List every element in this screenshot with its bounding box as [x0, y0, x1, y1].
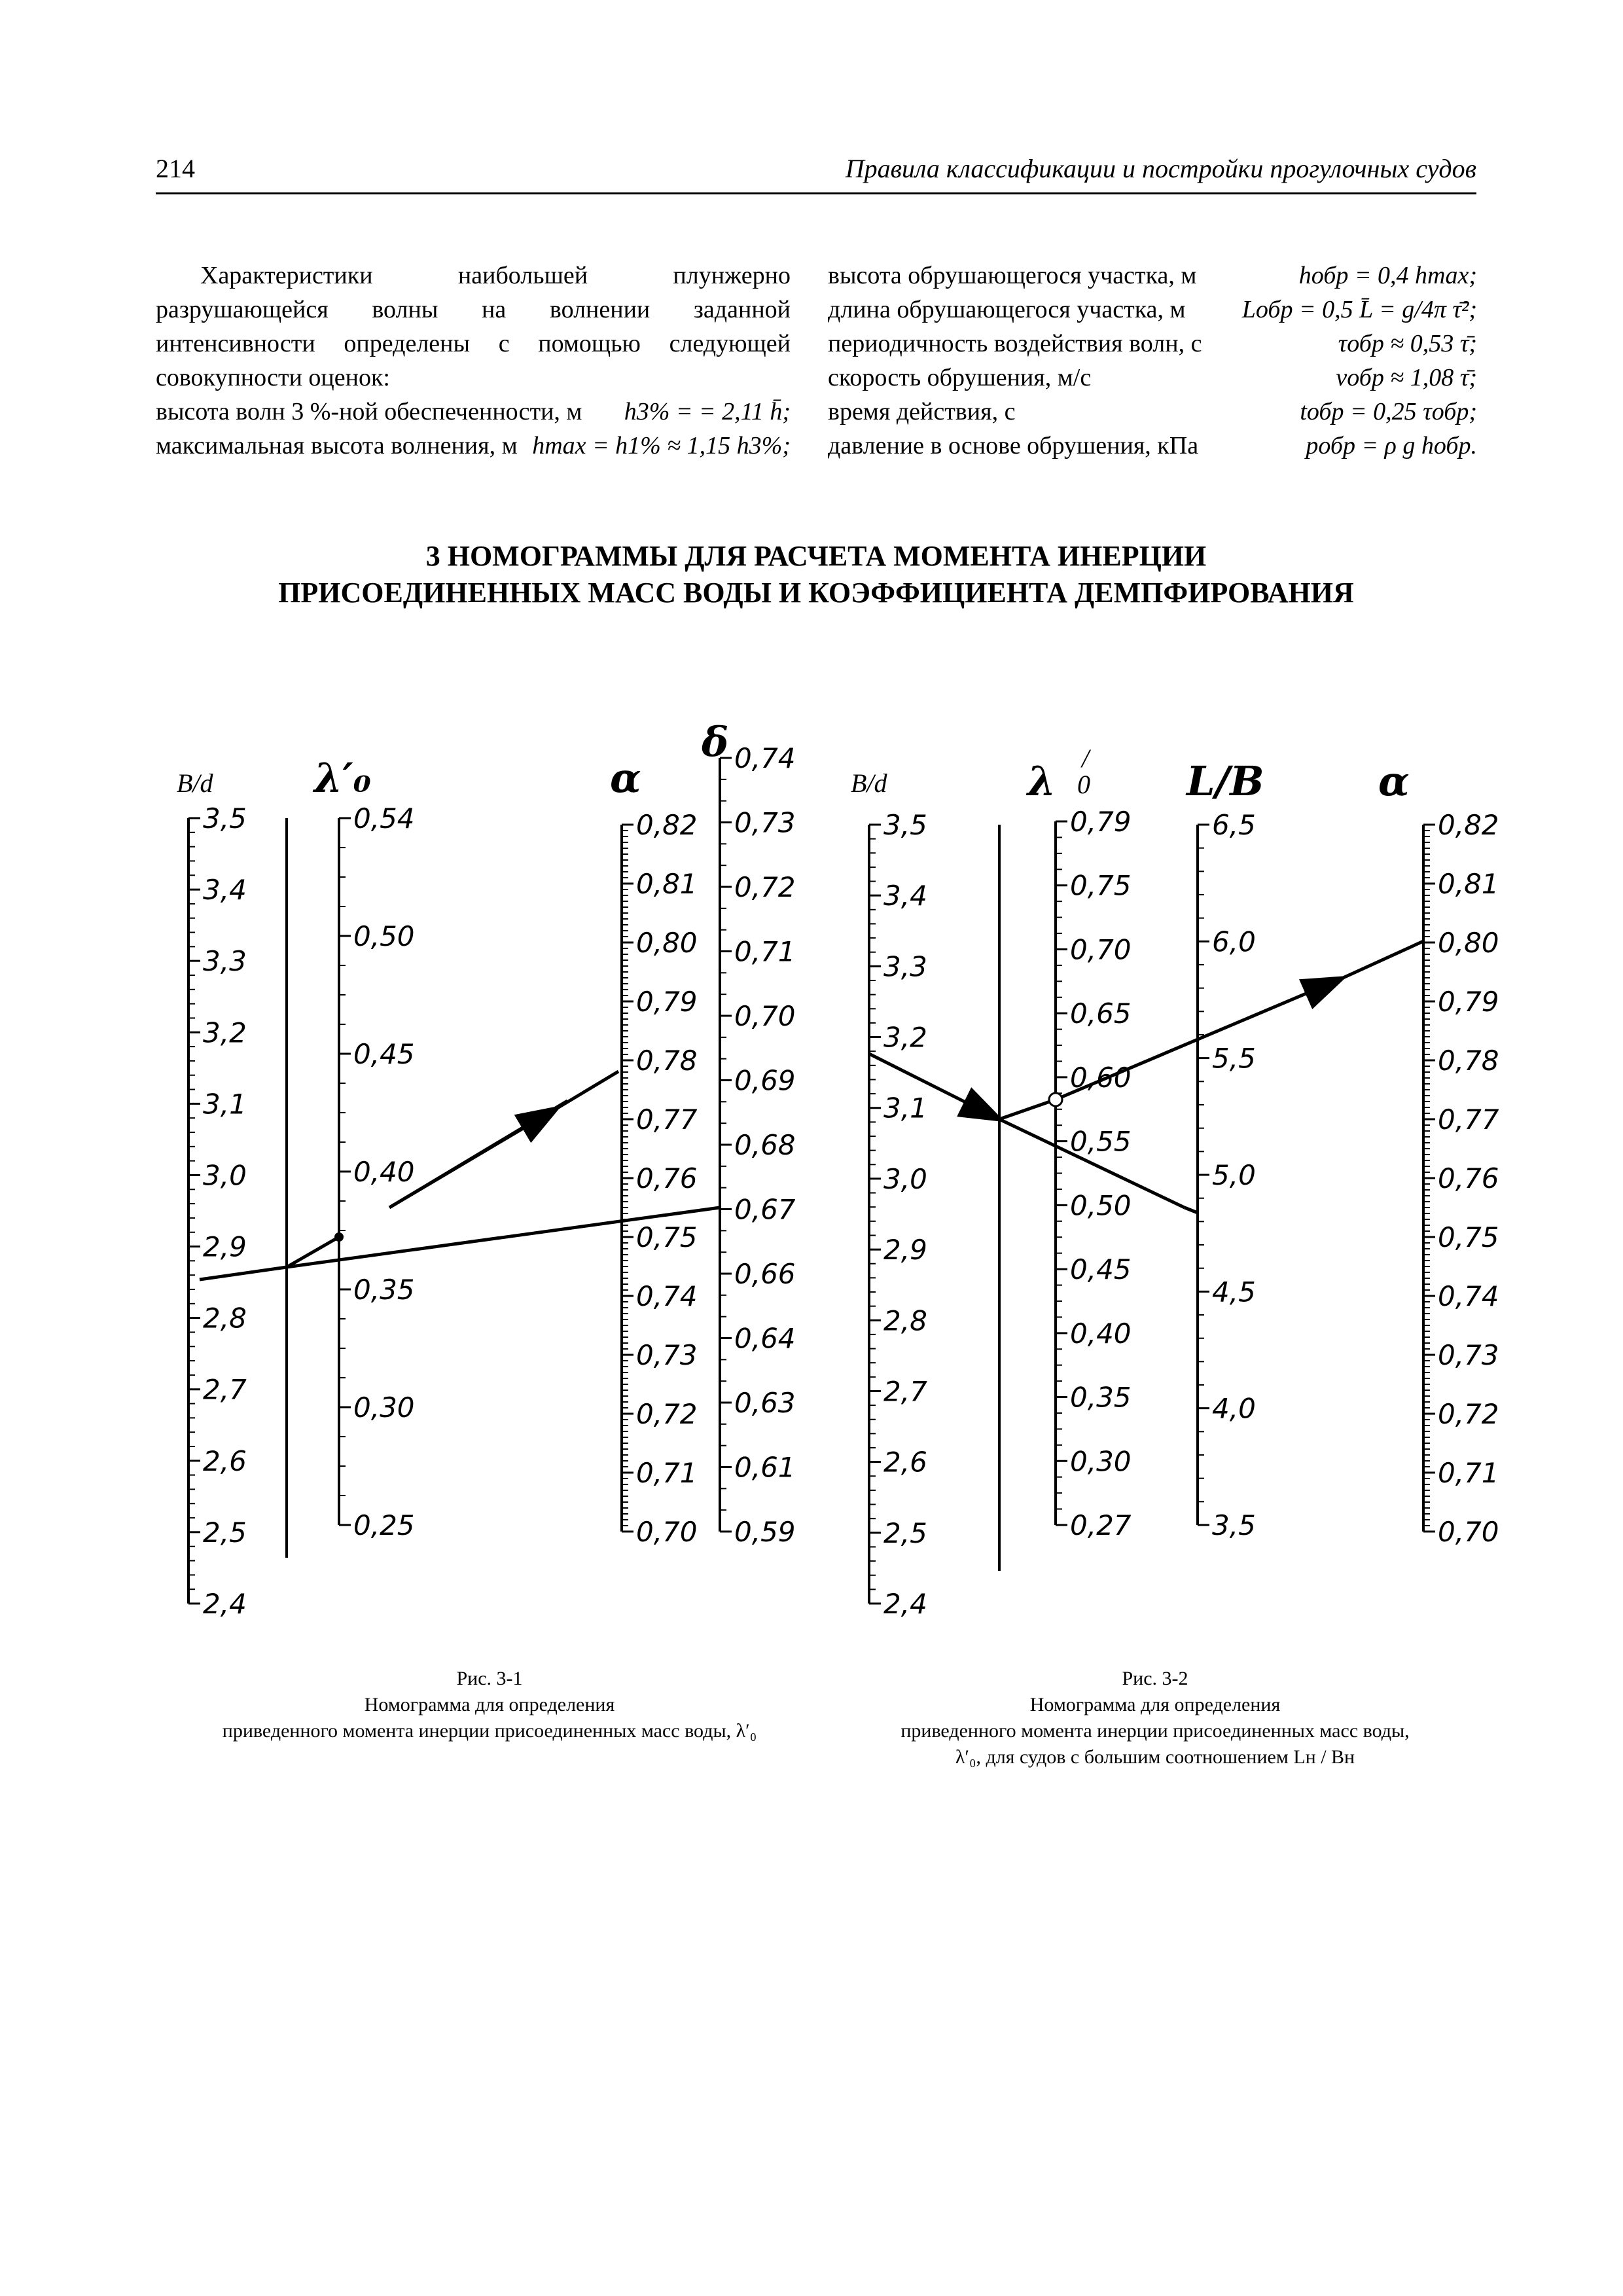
bd-scale-tick-label: 2,6	[203, 1444, 247, 1477]
line-formula: vобр ≈ 1,08 τ̄;	[1336, 364, 1477, 391]
caption-line: λ′₀, для судов с большим соотношением Lн / Bн	[955, 1746, 1355, 1768]
axis-lambda-subscript: 0	[1077, 770, 1090, 799]
alpha-scale-tick-label: 0,82	[1438, 809, 1499, 841]
caption-line: Номограмма для определения	[364, 1694, 615, 1715]
alpha-scale-tick-label: 0,81	[636, 868, 698, 900]
alpha-scale-tick-label: 0,73	[636, 1339, 698, 1371]
line-label: время действия, с	[828, 398, 1016, 425]
bd-scale-tick-label: 2,5	[203, 1516, 247, 1549]
lambda-scale-tick-label: 0,60	[1070, 1061, 1132, 1094]
line-formula: Lобр = 0,5 L̄ = g/4π τ̄²;	[1241, 296, 1477, 323]
lambda-scale-tick-label: 0,30	[353, 1391, 415, 1424]
figure-1-caption	[156, 1666, 823, 1744]
alpha-scale-tick-label: 0,76	[636, 1162, 698, 1194]
line-label: скорость обрушения, м/с	[828, 364, 1092, 391]
axis-title-lambda: λ′₀	[314, 754, 371, 802]
delta-scale-tick-label: 0,61	[734, 1451, 796, 1484]
lambda-scale-tick-label: 0,40	[353, 1156, 415, 1188]
page-number: 214	[156, 154, 195, 183]
line-formula: hобр = 0,4 hmax;	[1298, 262, 1477, 289]
delta-scale-tick-label: 0,72	[734, 871, 796, 903]
alpha-scale-tick-label: 0,76	[1438, 1162, 1499, 1194]
bd-scale-tick-label: 2,9	[203, 1230, 247, 1263]
lambda-scale-tick-label: 0,40	[1070, 1317, 1132, 1350]
lambda-scale-tick-label: 0,54	[353, 802, 415, 834]
line-label: длина обрушающегося участка, м	[828, 296, 1186, 323]
lambda-scale-tick-label: 0,50	[1070, 1189, 1132, 1222]
delta-scale-tick-label: 0,68	[734, 1129, 796, 1161]
nomogram-figure-2	[831, 720, 1499, 1623]
lambda-scale-tick-label: 0,50	[353, 920, 415, 952]
delta-scale-tick-label: 0,70	[734, 1000, 796, 1032]
line-formula: hmax = h1% ≈ 1,15 h3%;	[532, 432, 791, 459]
bd-scale-tick-label: 2,8	[883, 1304, 927, 1337]
caption-line: приведенного момента инерции присоединенных масс воды,	[901, 1720, 1410, 1742]
caption-number: Рис. 3-1	[456, 1668, 523, 1689]
alpha-scale-tick-label: 0,75	[1438, 1221, 1499, 1253]
text-line	[156, 395, 791, 429]
lambda-scale-tick-label: 0,45	[1070, 1253, 1132, 1286]
isopleth-arrow	[389, 1071, 618, 1208]
caption-line: приведенного момента инерции присоединенных масс воды, λ′₀	[222, 1720, 757, 1742]
alpha-scale-tick-label: 0,79	[1438, 986, 1499, 1018]
nomogram-1-svg	[164, 720, 831, 1623]
bd-scale-tick-label: 2,8	[203, 1302, 247, 1335]
alpha-scale-tick-label: 0,77	[636, 1103, 698, 1136]
axis-title-bd: B/d	[177, 768, 213, 798]
alpha-scale-tick-label: 0,78	[636, 1045, 698, 1077]
axis-title-bd: B/d	[851, 768, 887, 798]
bd-scale-tick-label: 2,4	[883, 1588, 927, 1620]
alpha-scale-tick-label: 0,70	[1438, 1516, 1499, 1548]
axis-title-alpha: α	[1378, 757, 1410, 805]
bd-scale-tick-label: 2,6	[883, 1446, 927, 1479]
axis-title-delta: δ	[702, 718, 729, 766]
axis-title-lb: L/B	[1186, 757, 1264, 805]
line-formula: pобр = ρ g hобр.	[1306, 432, 1477, 459]
text-line	[828, 395, 1477, 429]
alpha-scale-tick-label: 0,82	[636, 809, 698, 841]
bd-scale-tick-label: 3,4	[203, 874, 247, 906]
running-title: Правила классификации и постройки прогулочных судов	[845, 154, 1476, 183]
bd-scale-tick-label: 2,5	[883, 1516, 927, 1549]
axis-title-lambda: λ	[1027, 757, 1056, 805]
lambda-scale-tick-label: 0,27	[1070, 1509, 1132, 1541]
text-line	[828, 259, 1477, 293]
caption-line: Номограмма для определения	[1029, 1694, 1281, 1715]
text-line	[156, 429, 791, 463]
lambda-scale-tick-label: 0,79	[1070, 806, 1132, 838]
page-header	[156, 153, 1476, 194]
alpha-scale-tick-label: 0,77	[1438, 1103, 1499, 1136]
line-formula: τобр ≈ 0,53 τ̄;	[1338, 330, 1477, 357]
delta-scale-tick-label: 0,74	[734, 742, 796, 774]
alpha-scale-tick-label: 0,80	[1438, 927, 1499, 959]
figure-2-caption	[828, 1666, 1482, 1770]
lambda-scale-tick-label: 0,35	[353, 1274, 415, 1306]
axis-lambda-superscript: /	[1082, 744, 1090, 773]
bd-scale-tick-label: 3,1	[203, 1088, 247, 1121]
lb-scale-tick-label: 4,5	[1212, 1276, 1256, 1308]
delta-scale-tick-label: 0,63	[734, 1387, 796, 1419]
alpha-scale-tick-label: 0,70	[636, 1516, 698, 1548]
lambda-scale-tick-label: 0,25	[353, 1509, 415, 1541]
alpha-scale-tick-label: 0,73	[1438, 1339, 1499, 1371]
bd-scale-tick-label: 2,7	[203, 1373, 247, 1406]
isopleth-point	[1049, 1093, 1062, 1106]
bd-scale-tick-label: 2,4	[203, 1588, 247, 1620]
line-label: периодичность воздействия волн, с	[828, 330, 1202, 357]
line-label: давление в основе обрушения, кПа	[828, 432, 1199, 459]
alpha-scale-tick-label: 0,71	[636, 1457, 698, 1489]
alpha-scale-tick-label: 0,80	[636, 927, 698, 959]
bd-scale-tick-label: 2,7	[883, 1375, 927, 1408]
bd-scale-tick-label: 3,3	[203, 945, 247, 978]
line-label: максимальная высота волнения, м	[156, 432, 518, 459]
bd-scale-tick-label: 3,3	[883, 950, 927, 983]
line-label: высота волн 3 %-ной обеспеченности, м	[156, 398, 582, 425]
bd-scale-tick-label: 3,5	[203, 802, 247, 834]
nomogram-figure-1	[164, 720, 831, 1623]
caption-number: Рис. 3-2	[1122, 1668, 1188, 1689]
isopleth-line	[999, 1100, 1056, 1119]
delta-scale-tick-label: 0,59	[734, 1516, 796, 1548]
bd-scale-tick-label: 3,0	[203, 1159, 247, 1192]
text-line	[828, 293, 1477, 327]
lb-scale-tick-label: 3,5	[1212, 1509, 1256, 1541]
bd-scale-tick-label: 2,9	[883, 1234, 927, 1266]
bd-scale-tick-label: 3,5	[883, 809, 927, 841]
alpha-scale-tick-label: 0,74	[636, 1280, 698, 1312]
left-text-column	[156, 259, 791, 463]
delta-scale-tick-label: 0,64	[734, 1322, 796, 1355]
bd-scale-tick-label: 3,2	[883, 1021, 927, 1054]
nomogram-2-svg	[831, 720, 1499, 1623]
alpha-scale-tick-label: 0,81	[1438, 868, 1499, 900]
line-label: высота обрушающегося участка, м	[828, 262, 1197, 289]
line-formula: h3% = = 2,11 h̄;	[624, 398, 791, 425]
alpha-scale-tick-label: 0,72	[1438, 1398, 1499, 1430]
lambda-scale-tick-label: 0,45	[353, 1038, 415, 1070]
section-title	[156, 538, 1476, 611]
delta-scale-tick-label: 0,69	[734, 1064, 796, 1097]
intro-paragraph: Характеристики наибольшей плунжерно разрушающейся волны на волнении заданной интенсивности определены с помощью следующей совокупности оценок:	[156, 262, 791, 391]
axis-title-alpha: α	[610, 754, 641, 802]
lambda-scale-tick-label: 0,65	[1070, 997, 1132, 1030]
lb-scale-tick-label: 6,0	[1212, 925, 1256, 958]
bd-scale-tick-label: 3,4	[883, 880, 927, 912]
delta-scale-tick-label: 0,66	[734, 1258, 796, 1290]
alpha-scale-tick-label: 0,78	[1438, 1045, 1499, 1077]
lb-scale-tick-label: 5,5	[1212, 1042, 1256, 1075]
bd-scale-tick-label: 3,1	[883, 1092, 927, 1124]
isopleth-point	[334, 1232, 344, 1242]
lambda-scale-tick-label: 0,70	[1070, 933, 1132, 966]
lambda-scale-tick-label: 0,35	[1070, 1381, 1132, 1414]
text-line	[828, 327, 1477, 361]
alpha-scale-tick-label: 0,71	[1438, 1457, 1499, 1489]
lambda-scale-tick-label: 0,30	[1070, 1445, 1132, 1478]
lambda-scale-tick-label: 0,75	[1070, 869, 1132, 902]
alpha-scale-tick-label: 0,75	[636, 1221, 698, 1253]
delta-scale-tick-label: 0,73	[734, 806, 796, 839]
section-title-line: 3 НОМОГРАММЫ ДЛЯ РАСЧЕТА МОМЕНТА ИНЕРЦИИ	[425, 540, 1207, 572]
lb-scale-tick-label: 6,5	[1212, 809, 1256, 841]
lambda-scale-tick-label: 0,55	[1070, 1125, 1132, 1158]
isopleth-line	[1185, 1208, 1198, 1213]
right-text-column	[828, 259, 1477, 463]
text-line	[828, 429, 1477, 463]
isopleth-line	[200, 1267, 287, 1280]
line-formula: tобр = 0,25 τобр;	[1300, 398, 1477, 425]
lb-scale-tick-label: 4,0	[1212, 1392, 1256, 1425]
delta-scale-tick-label: 0,71	[734, 935, 796, 968]
alpha-scale-tick-label: 0,79	[636, 986, 698, 1018]
lb-scale-tick-label: 5,0	[1212, 1159, 1256, 1191]
bd-scale-tick-label: 3,0	[883, 1162, 927, 1195]
text-line	[828, 361, 1477, 395]
alpha-scale-tick-label: 0,72	[636, 1398, 698, 1430]
alpha-scale-tick-label: 0,74	[1438, 1280, 1499, 1312]
section-title-line: ПРИСОЕДИНЕННЫХ МАСС ВОДЫ И КОЭФФИЦИЕНТА ДЕМПФИРОВАНИЯ	[278, 577, 1354, 609]
bd-scale-tick-label: 3,2	[203, 1016, 247, 1049]
delta-scale-tick-label: 0,67	[734, 1193, 796, 1226]
